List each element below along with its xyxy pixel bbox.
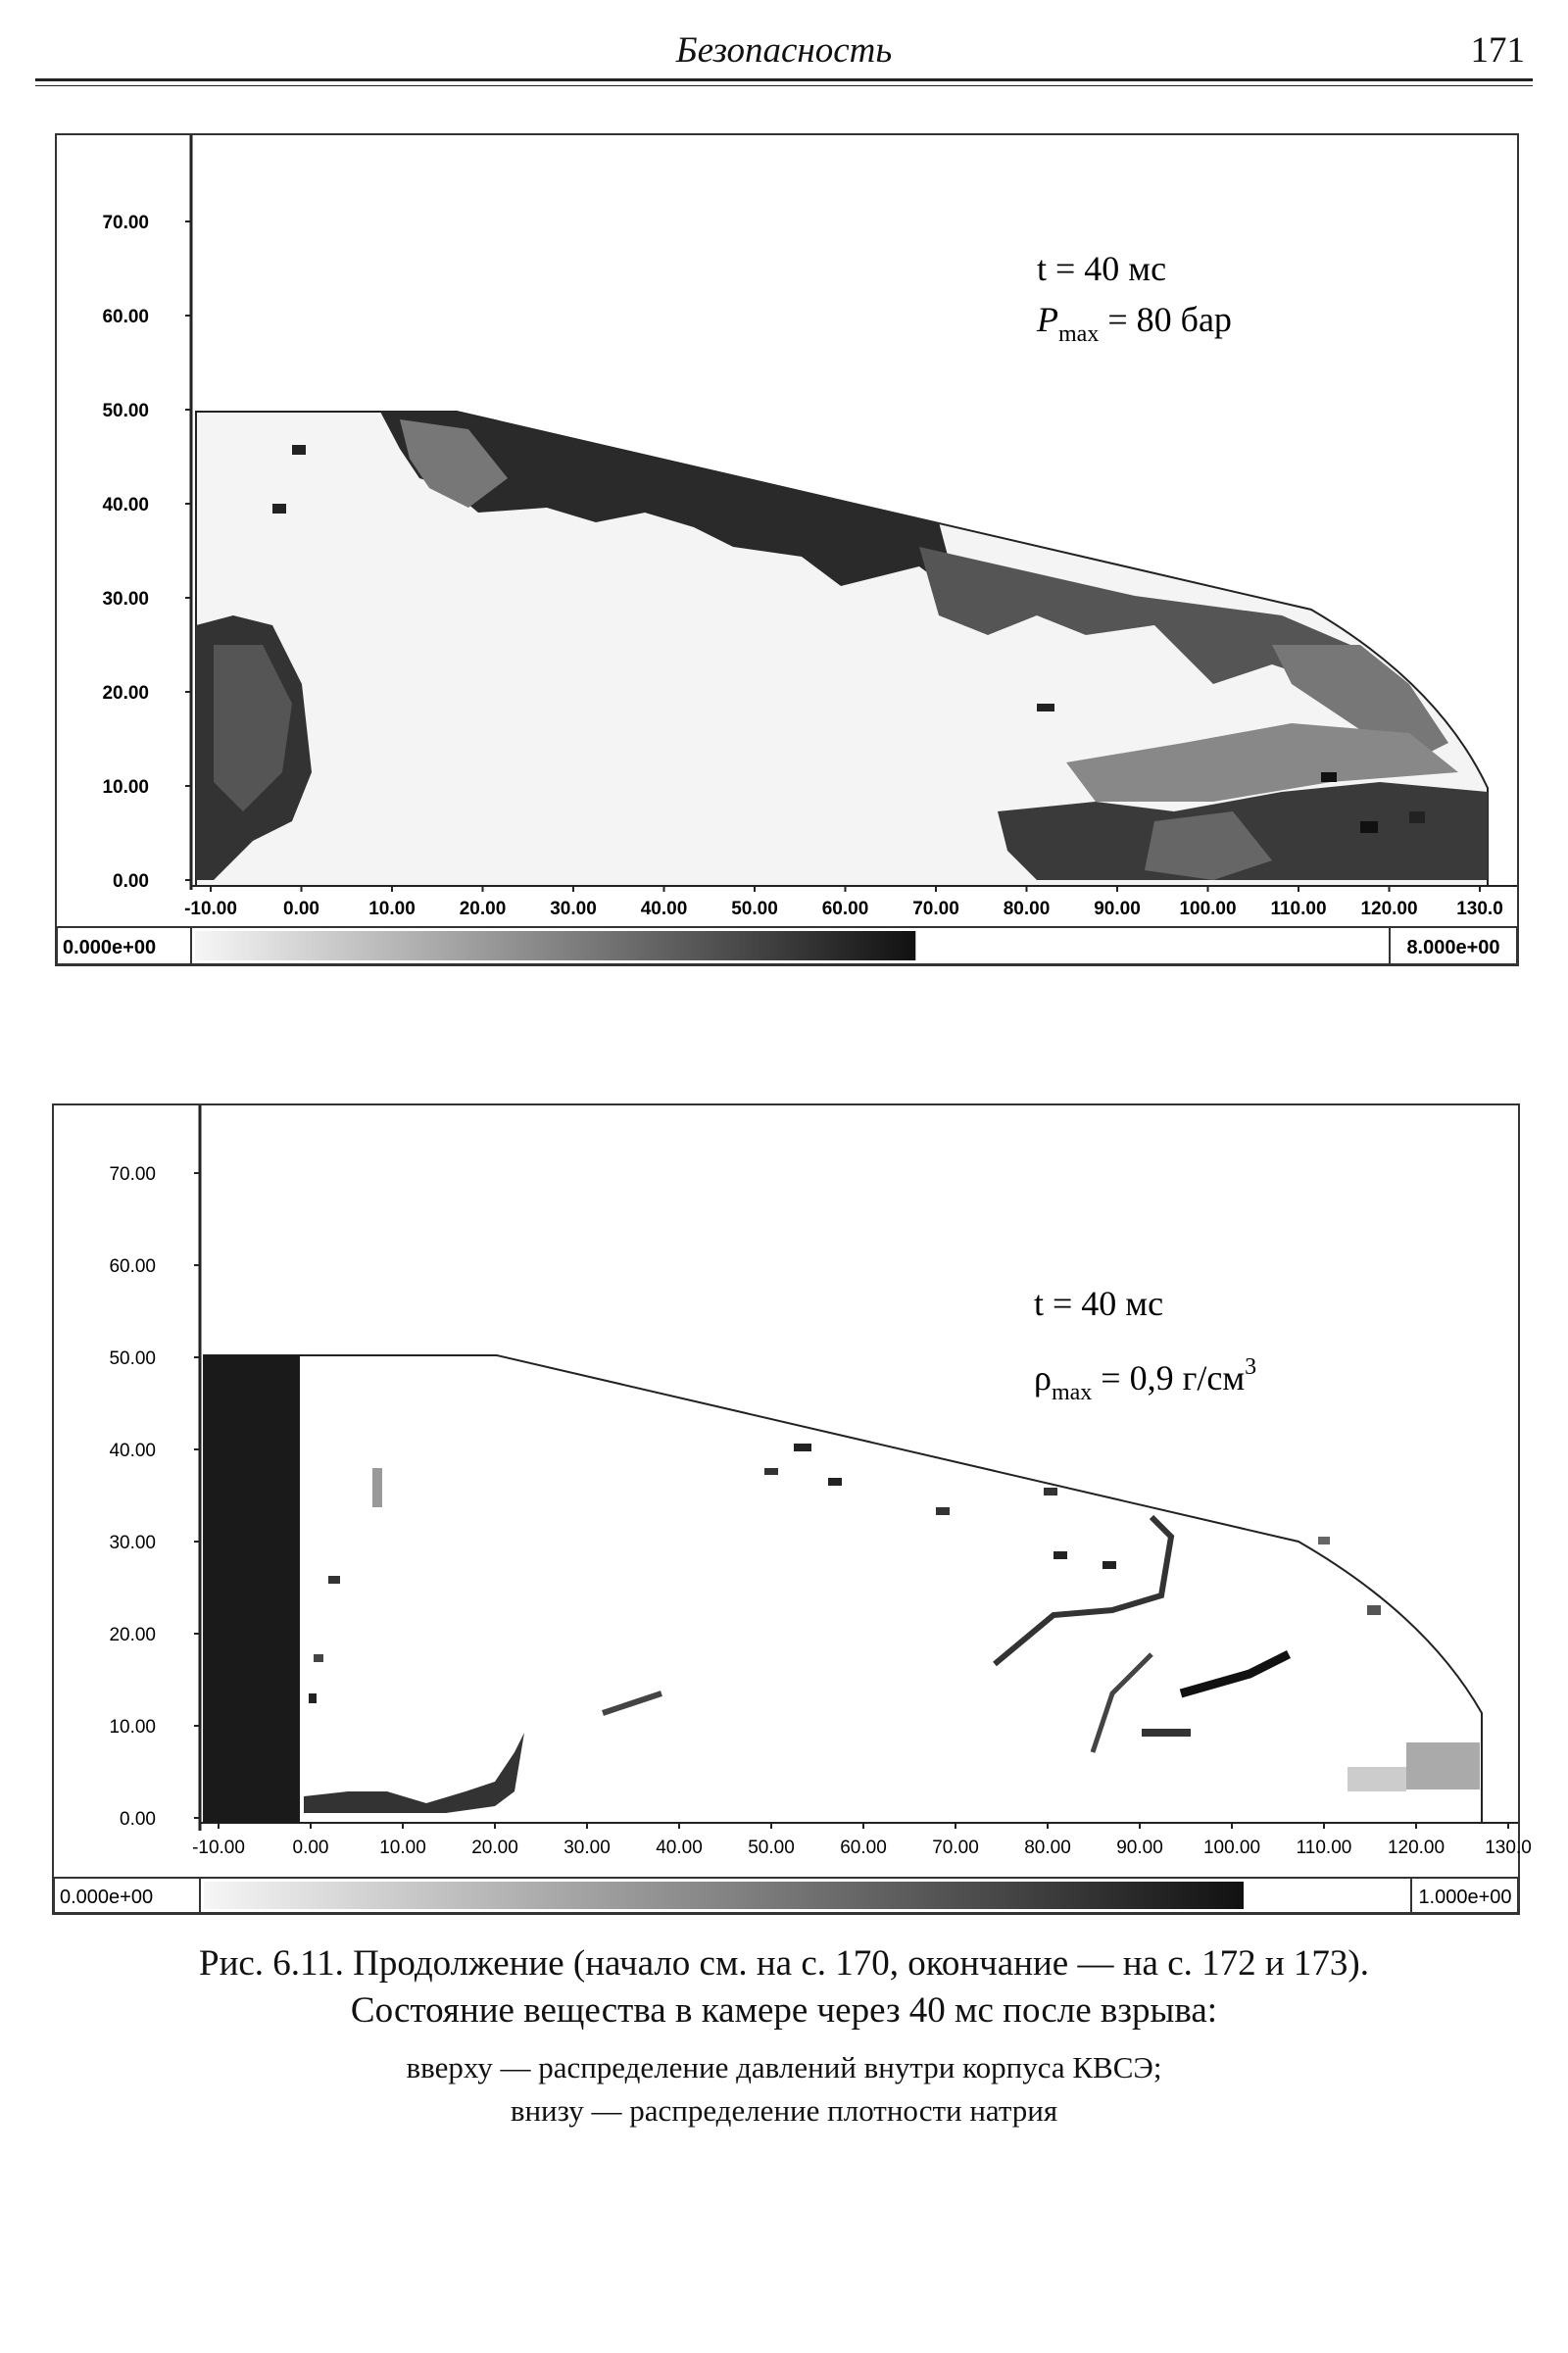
pressure-plot xyxy=(57,135,1517,964)
colorbar-gradient xyxy=(195,931,915,960)
header-title: Безопасность xyxy=(675,30,893,71)
x-tick-label: 50.00 xyxy=(731,899,778,919)
y-tick-label: 40.00 xyxy=(109,1441,156,1461)
x-tick-label: 10.00 xyxy=(379,1838,426,1858)
annotation-max: $\rho_{max} = 0,9$ $г/см^3$ xyxy=(1034,1354,1257,1405)
annotation-time: t = 40 мс xyxy=(1037,249,1167,288)
x-tick-label: 30.00 xyxy=(564,1838,611,1858)
density-figure xyxy=(52,1103,1532,1915)
x-tick-label: 120.00 xyxy=(1360,899,1418,919)
x-tick-label: 70.00 xyxy=(912,899,959,919)
y-tick-label: 50.00 xyxy=(102,401,149,421)
y-tick-label: 40.00 xyxy=(102,495,149,515)
colorbar-gradient xyxy=(204,1882,1244,1909)
caption-line-1: Рис. 6.11. Продолжение (начало см. на с. 170, окончание — на с. 172 и 173). xyxy=(199,1943,1369,1984)
x-tick-label: 0.00 xyxy=(292,1838,329,1858)
y-tick-label: 50.00 xyxy=(109,1348,156,1369)
running-header xyxy=(35,24,1533,82)
y-tick-label: 70.00 xyxy=(102,213,149,233)
x-tick-label: 120.00 xyxy=(1387,1838,1446,1858)
colorbar-max: 8.000e+00 xyxy=(1406,937,1500,958)
x-tick-label: -10.00 xyxy=(184,899,237,919)
x-tick-label: 100.00 xyxy=(1202,1838,1261,1858)
x-tick-label: 40.00 xyxy=(640,899,688,919)
page-number: 171 xyxy=(1470,30,1525,71)
caption-line-2: Состояние вещества в камере через 40 мс после взрыва: xyxy=(350,1990,1218,2031)
y-tick-label: 10.00 xyxy=(109,1717,156,1738)
caption-line-4: внизу — распределение плотности натрия xyxy=(510,2093,1058,2128)
x-tick-label: 110.00 xyxy=(1270,899,1327,919)
colorbar-max: 1.000e+00 xyxy=(1418,1887,1512,1908)
header-rule xyxy=(35,78,1533,81)
x-tick-label: 60.00 xyxy=(840,1838,887,1858)
x-tick-label: 100.00 xyxy=(1179,899,1237,919)
colorbar-min: 0.000e+00 xyxy=(63,937,157,958)
y-tick-label: 60.00 xyxy=(109,1256,156,1277)
y-tick-label: 20.00 xyxy=(109,1625,156,1645)
x-tick-label: 80.00 xyxy=(1003,899,1051,919)
y-tick-label: 30.00 xyxy=(102,589,149,610)
x-tick-label: 110.00 xyxy=(1296,1838,1352,1858)
x-tick-label: -10.00 xyxy=(192,1838,245,1858)
chamber-outline xyxy=(204,1355,1482,1823)
y-tick-label: 60.00 xyxy=(102,307,149,327)
caption-line-3: вверху — распределение давлений внутри корпуса КВСЭ; xyxy=(406,2050,1162,2084)
annotation-time: t = 40 мс xyxy=(1034,1284,1164,1323)
y-tick-label: 0.00 xyxy=(113,871,149,892)
x-tick-label: 130.0 xyxy=(1485,1838,1532,1858)
x-tick-label: 70.00 xyxy=(932,1838,979,1858)
pressure-figure xyxy=(55,133,1519,966)
x-tick-label: 10.00 xyxy=(368,899,416,919)
x-tick-label: 80.00 xyxy=(1024,1838,1071,1858)
x-tick-label: 50.00 xyxy=(748,1838,795,1858)
x-tick-label: 130.0 xyxy=(1456,899,1503,919)
x-tick-label: 90.00 xyxy=(1116,1838,1163,1858)
x-tick-label: 0.00 xyxy=(283,899,319,919)
x-tick-label: 30.00 xyxy=(550,899,597,919)
x-tick-label: 90.00 xyxy=(1094,899,1141,919)
y-tick-label: 0.00 xyxy=(120,1809,156,1830)
x-tick-label: 20.00 xyxy=(471,1838,518,1858)
colorbar-min: 0.000e+00 xyxy=(60,1887,154,1908)
y-tick-label: 20.00 xyxy=(102,683,149,704)
x-tick-label: 60.00 xyxy=(821,899,869,919)
x-tick-label: 20.00 xyxy=(459,899,507,919)
density-plot xyxy=(54,1105,1532,1913)
y-tick-label: 30.00 xyxy=(109,1533,156,1553)
y-tick-label: 10.00 xyxy=(102,777,149,798)
y-tick-label: 70.00 xyxy=(109,1164,156,1185)
sodium-column xyxy=(204,1355,300,1823)
annotation-max: $P_{max} = 80$ бар xyxy=(1037,300,1232,347)
x-tick-label: 40.00 xyxy=(656,1838,703,1858)
header-rule-thin xyxy=(35,85,1533,86)
